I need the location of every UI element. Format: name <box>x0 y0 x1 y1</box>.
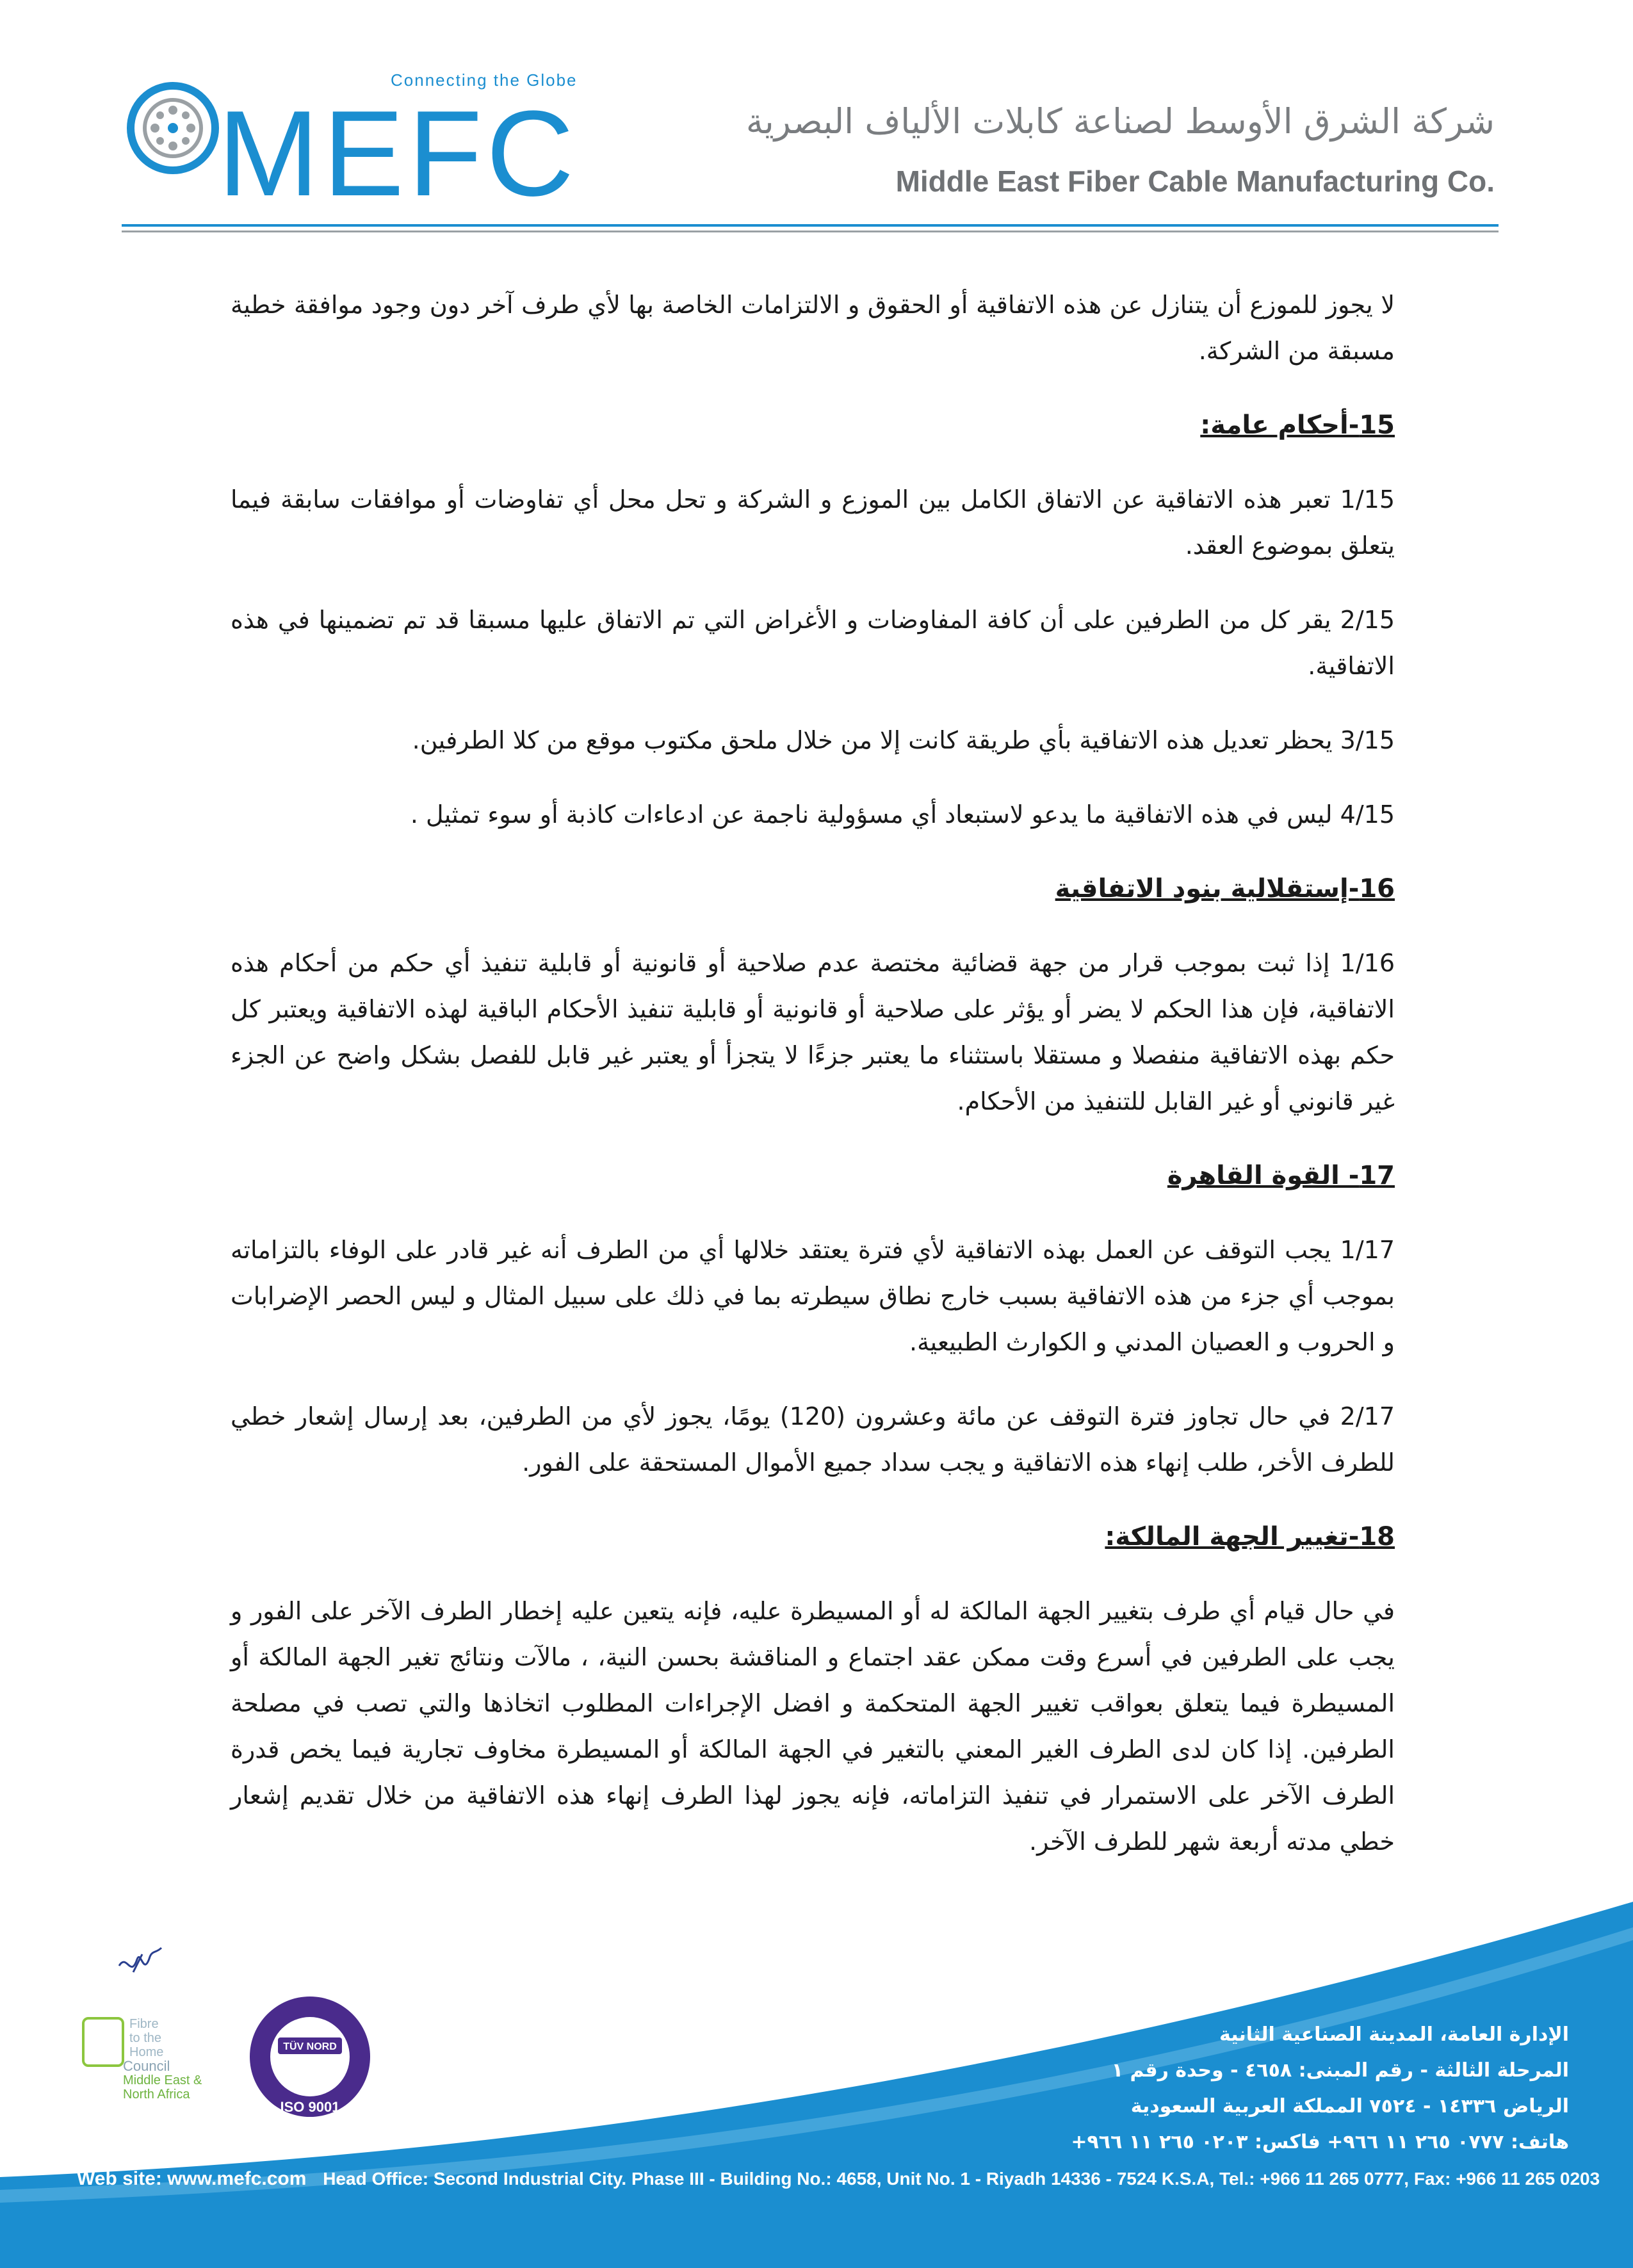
footer-website[interactable]: Web site: www.mefc.com <box>77 2168 307 2189</box>
section-heading-18: 18-تغيير الجهة المالكة: <box>1105 1522 1395 1551</box>
footer-ar-line-1: الإدارة العامة، المدينة الصناعية الثانية <box>1219 2023 1569 2046</box>
tuv-seal-top-text: TÜV NORD <box>283 2041 337 2052</box>
header-divider-blue <box>122 224 1499 227</box>
clause-15-1: 1/15 تعبر هذه الاتفاقية عن الاتفاق الكامل بين الموزع و الشركة و تحل محل أي تفاوضات أو موافقات سابقة فيما يتعلق بموضوع العقد. <box>231 485 1395 560</box>
ftth-line-2: to the <box>129 2031 162 2045</box>
ftth-council-logo <box>82 2017 236 2113</box>
clause-15-4: 4/15 ليس في هذه الاتفاقية ما يدعو لاستبعاد أي مسؤولية ناجمة عن ادعاءات كاذبة أو سوء تمثيل . <box>410 800 1395 829</box>
clause-17-2: 2/17 في حال تجاوز فترة التوقف عن مائة وعشرون (120) يومًا، يجوز لأي من الطرفين، بعد إرسال إشعار خطي للطرف الأخر، طلب إنهاء هذه الاتفاقية و يجب سداد جميع الأموال المستحقة على الفور. <box>231 1402 1395 1477</box>
clause-15-2: 2/15 يقر كل من الطرفين على أن كافة المفاوضات و الأغراض التي تم الاتفاق عليها مسبقا قد تم تضمينها في هذه الاتفاقية. <box>231 606 1395 680</box>
logo-wordmark: MEFC <box>218 86 578 222</box>
tuv-seal-bottom-text: ISO 9001 <box>280 2099 340 2115</box>
footer-head-office: Head Office: Second Industrial City. Phase III - Building No.: 4658, Unit No. 1 - Riyadh 14336 - 7524 K.S.A, Tel.: +966 11 265 0777, Fax: +966 11 265 0203 <box>323 2169 1600 2189</box>
ftth-region-line-2: North Africa <box>123 2087 190 2102</box>
header-divider-grey <box>122 231 1499 232</box>
section-heading-17: 17- القوة القاهرة <box>1167 1161 1395 1190</box>
company-name-arabic: شركة الشرق الأوسط لصناعة كابلات الألياف البصرية <box>745 101 1495 142</box>
footer-ar-line-4: هاتف: ٠٧٧٧ ٢٦٥ ١١ ٩٦٦+ فاكس: ٠٢٠٣ ٢٦٥ ١١ ٩٦٦+ <box>1071 2131 1569 2153</box>
footer-ar-line-2: المرحلة الثالثة - رقم المبنى: ٤٦٥٨ - وحدة رقم ١ <box>1111 2059 1569 2082</box>
signature-mark <box>114 1940 165 1985</box>
clause-15-3: 3/15 يحظر تعديل هذه الاتفاقية بأي طريقة كانت إلا من خلال ملحق مكتوب موقع من كلا الطرفين. <box>412 726 1395 754</box>
ftth-line-1: Fibre <box>129 2017 159 2031</box>
footer-address-arabic <box>672 2017 1569 2160</box>
clause-17-1: 1/17 يجب التوقف عن العمل بهذه الاتفاقية لأي فترة يعتقد خلالها أي من الطرف أنه غير قادر على الوفاء بالتزاماته بموجب أي جزء من هذه الاتفاقية بسبب خارج نطاق سيطرته بما في ذلك على سبيل المثال و ليس الحصر الإضرابات و الحروب و العصيان المدني و الكوارث الطبيعية. <box>231 1236 1395 1356</box>
ftth-council-label: Council <box>123 2058 170 2074</box>
footer-address-english <box>77 2168 1600 2190</box>
clause-18-1: في حال قيام أي طرف بتغيير الجهة المالكة له أو المسيطرة عليه، فإنه يتعين عليه إخطار الطرف الآخر على الفور و يجب على الطرفين في أسرع وقت ممكن عقد اجتماع و المناقشة بحسن النية، ، مالآت ونتائج تغير الجهة المالكة أو المسيطرة فيما يتعلق بعواقب تغيير الجهة المتحكمة و افضل الإجراءات المطلوب اتخاذها والتي تصب في مصلحة الطرفين. إذا كان لدى الطرف الغير المعني بالتغير في الجهة المالكة أو المسيطرة مخاوف تجارية فيما يخص قدرة الطرف الآخر على الاستمرار في تنفيذ التزاماته، فإنه يجوز لهذا الطرف إنهاء هذه الاتفاقية من خلال تقديم إشعار خطي مدته أربعة شهر للطرف الآخر. <box>231 1597 1395 1856</box>
ftth-region-line-1: Middle East & <box>123 2073 202 2087</box>
ftth-line-3: Home <box>129 2045 164 2059</box>
mefc-logo <box>122 70 583 224</box>
clause-16-1: 1/16 إذا ثبت بموجب قرار من جهة قضائية مختصة عدم صلاحية أو قانونية أو قابلية تنفيذ أي حكم من أحكام هذه الاتفاقية، فإن هذا الحكم لا يضر أو يؤثر على صلاحية أو قانونية أو قابلية تنفيذ الأحكام الباقية لهذه الاتفاقية ويعتبر كل حكم بهذه الاتفاقية منفصلا و مستقلا باستثناء ما يعتبر جزءًا لا يتجزأ أو يعتبر غير قابل للفصل بشكل واضح عن الجزء غير قانوني أو غير القابل للتنفيذ من الأحكام. <box>231 949 1395 1115</box>
document-body <box>231 282 1395 1893</box>
logo-tagline: Connecting the Globe <box>391 70 578 90</box>
house-icon <box>82 2017 124 2067</box>
tuv-iso-certification-seal <box>246 1993 374 2121</box>
company-name-english: Middle East Fiber Cable Manufacturing Co. <box>895 165 1495 198</box>
intro-paragraph: لا يجوز للموزع أن يتنازل عن هذه الاتفاقية أو الحقوق و الالتزامات الخاصة بها لأي طرف آخر دون وجود موافقة خطية مسبقة من الشركة. <box>231 291 1395 365</box>
globe-icon <box>122 77 224 179</box>
section-heading-16: 16-إستقلالية بنود الاتفاقية <box>1055 874 1395 903</box>
section-heading-15: 15-أحكام عامة: <box>1200 410 1395 440</box>
letterhead-header <box>0 0 1633 243</box>
footer-ar-line-3: الرياض ١٤٣٣٦ - ٧٥٢٤ المملكة العربية السعودية <box>1130 2095 1569 2118</box>
